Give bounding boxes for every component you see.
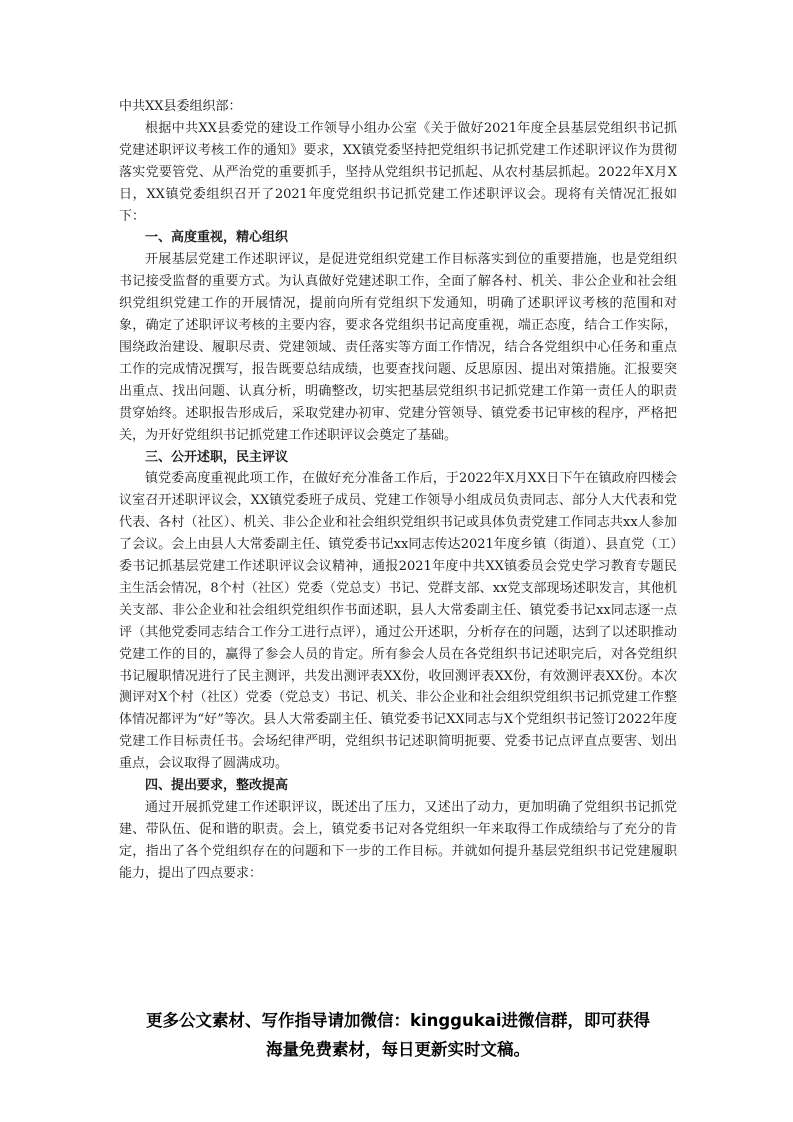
- section-3-paragraph: 镇党委高度重视此项工作，在做好充分准备工作后，于2022年X月XX日下午在镇政府四楼会议室召开述职评议会，XX镇党委班子成员、党建工作领导小组成员负责同志、部分人大代表和党代表、各村（社区）、机关、非公企业和社会组织党组织书记或具体负责党建工作同志共xx人参加了会议。会上由县人大常委副主任、镇党委书记xx同志传达2021年度乡镇（街道）、县直党（工）委书记抓基层党建工作述职评议会议精神，通报2021年度中共XX镇委员会党史学习教育专题民主生活会情况，8个村（社区）党委（党总支）书记、党群支部、xx党支部现场述职发言，其他机关支部、非公企业和社会组织党组织作书面述职，县人大常委副主任、镇党委书记xx同志逐一点评（其他党委同志结合工作分工进行点评），通过公开述职，分析存在的问题，达到了以述职推动党建工作的目的，赢得了参会人员的肯定。所有参会人员在各党组织书记述职完后，对各党组织书记履职情况进行了民主测评，共发出测评表XX份，收回测评表XX份，有效测评表XX份。本次测评对X个村（社区）党委（党总支）书记、机关、非公企业和社会组织党组织书记抓党建工作整体情况都评为“好”等次。县人大常委副主任、镇党委书记XX同志与X个党组织书记签订2022年度党建工作目标责任书。会场纪律严明，党组织书记述职简明扼要、党委书记点评直点要害、划出重点，会议取得了圆满成功。: [119, 471, 677, 772]
- intro-paragraph: 根据中共XX县委党的建设工作领导小组办公室《关于做好2021年度全县基层党组织书记抓党建述职评议考核工作的通知》要求，XX镇党委坚持把党组织书记抓党建工作述职评议作为贯彻落实党要管党、从严治党的重要抓手，坚持从党组织书记抓起、从农村基层抓起。2022年X月X日，XX镇党委组织召开了2021年度党组织书记抓党建工作述职评议会。现将有关情况汇报如下：: [119, 120, 677, 224]
- promo-footer: [110, 1006, 686, 1064]
- section-heading-4: 四、提出要求，整改提高: [145, 778, 289, 794]
- section-heading-1: 一、高度重视，精心组织: [145, 230, 289, 246]
- section-4-paragraph: 通过开展抓党建工作述职评议，既述出了压力，又述出了动力，更加明确了党组织书记抓党建、带队伍、促和谐的职责。会上，镇党委书记对各党组织一年来取得工作成绩给与了充分的肯定，指出了各个党组织存在的问题和下一步的工作目标。并就如何提升基层党组织书记党建履职能力，提出了四点要求：: [119, 800, 677, 881]
- salutation: 中共XX县委组织部：: [119, 99, 242, 114]
- document-body: [119, 96, 677, 885]
- section-1-paragraph: 开展基层党建工作述职评议，是促进党组织党建工作目标落实到位的重要措施，也是党组织书记接受监督的重要方式。为认真做好党建述职工作，全面了解各村、机关、非公企业和社会组织党组织党建工作的开展情况，提前向所有党组织下发通知，明确了述职评议考核的范围和对象，确定了述职评议考核的主要内容，要求各党组织书记高度重视，端正态度，结合工作实际，围绕政治建设、履职尽责、党建领域、责任落实等方面工作情况，结合各党组织中心任务和重点工作的完成情况撰写，报告既要总结成绩，也要查找问题、反思原因、提出对策措施。汇报要突出重点、找出问题、认真分析，明确整改，切实把基层党组织书记抓党建工作第一责任人的职责贯穿始终。述职报告形成后，采取党建办初审、党建分管领导、镇党委书记审核的程序，严格把关，为开好党组织书记抓党建工作述职评议会奠定了基础。: [119, 252, 677, 443]
- section-heading-3: 三、公开述职，民主评议: [145, 449, 289, 465]
- promo-line-1: 更多公文素材、写作指导请加微信：kinggukai进微信群，即可获得: [145, 1011, 650, 1030]
- promo-line-2: 海量免费素材，每日更新实时文稿。: [266, 1040, 530, 1059]
